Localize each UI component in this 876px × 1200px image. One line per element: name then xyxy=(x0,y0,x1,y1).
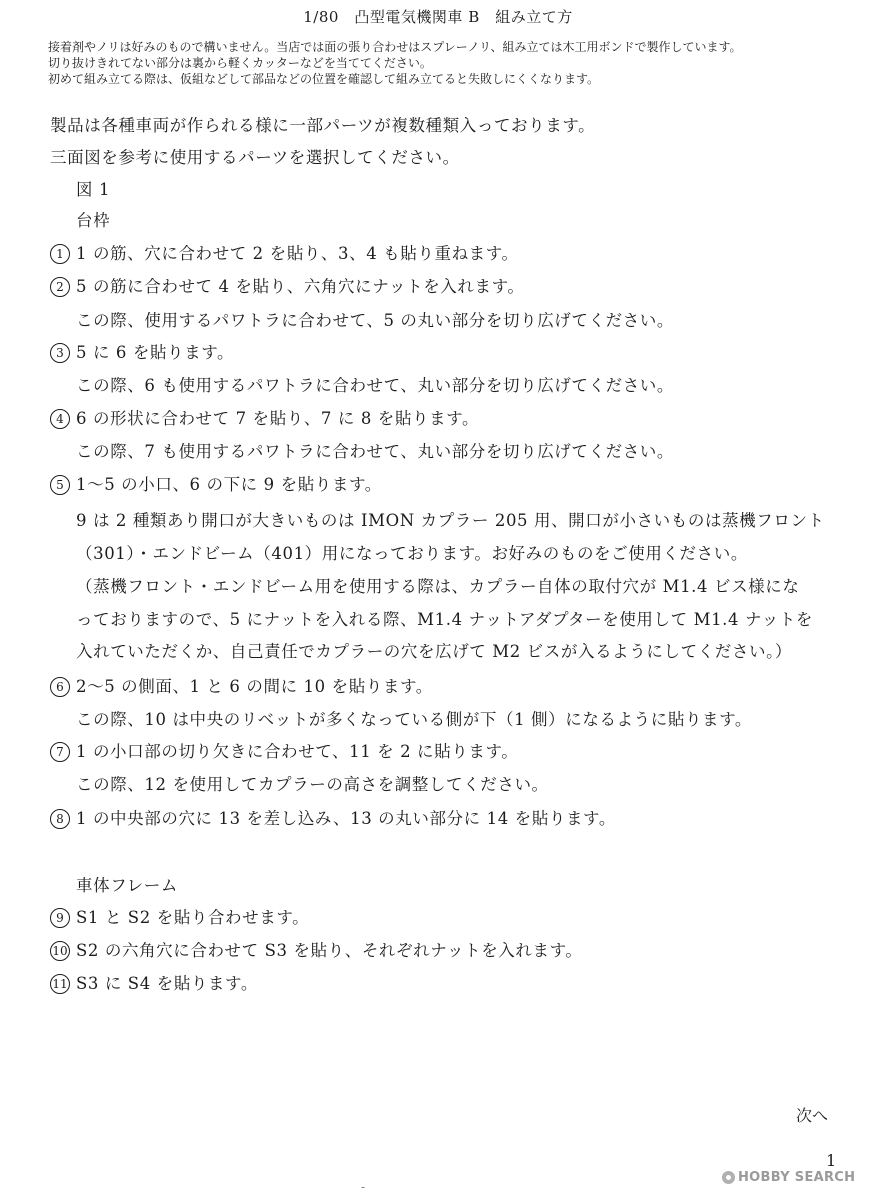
step-text: 1 の小口部の切り欠きに合わせて、11 を 2 に貼ります。 xyxy=(76,742,519,761)
step-item xyxy=(50,240,519,264)
step-item xyxy=(50,471,382,495)
step-subtext: っておりますので、5 にナットを入れる際、M1.4 ナットアダプターを使用して M1.4 ナットを xyxy=(76,610,814,629)
watermark-logo-icon xyxy=(722,1171,735,1184)
step-number: 4 xyxy=(50,409,70,429)
step-number: 5 xyxy=(50,475,70,495)
step-subtext: この際、7 も使用するパワトラに合わせて、丸い部分を切り広げてください。 xyxy=(76,442,675,461)
page-title: 1/80 凸型電気機関車 B 組み立て方 xyxy=(303,8,573,26)
step-text: 5 に 6 を貼ります。 xyxy=(76,343,235,362)
note-line: 初めて組み立てる際は、仮組などして部品などの位置を確認して組み立てると失敗しにくくなります。 xyxy=(48,72,600,86)
intro-line: 三面図を参考に使用するパーツを選択してください。 xyxy=(50,148,460,167)
figure-label: 図 1 xyxy=(76,180,111,199)
watermark xyxy=(722,1170,855,1185)
note-line: 切り抜けきれてない部分は裏から軽くカッターなどを当ててください。 xyxy=(48,56,432,70)
step-text: 6 の形状に合わせて 7 を貼り、7 に 8 を貼ります。 xyxy=(76,409,480,428)
footer-dash: - xyxy=(361,1180,366,1194)
step-item xyxy=(50,339,234,363)
step-text: S2 の六角穴に合わせて S3 を貼り、それぞれナットを入れます。 xyxy=(76,941,583,960)
step-item xyxy=(50,970,258,994)
step-number: 10 xyxy=(50,941,70,961)
step-subtext: （蒸機フロント・エンドビーム用を使用する際は、カプラー自体の取付穴が M1.4 ビス様にな xyxy=(76,577,800,596)
step-subtext: この際、12 を使用してカプラーの高さを調整してください。 xyxy=(76,775,549,794)
step-number: 8 xyxy=(50,809,70,829)
step-text: S1 と S2 を貼り合わせます。 xyxy=(76,908,310,927)
step-text: 5 の筋に合わせて 4 を貼り、六角穴にナットを入れます。 xyxy=(76,277,525,296)
step-text: 1〜5 の小口、6 の下に 9 を貼ります。 xyxy=(76,475,382,494)
step-item xyxy=(50,904,309,928)
step-text: S3 に S4 を貼ります。 xyxy=(76,974,258,993)
step-number: 6 xyxy=(50,677,70,697)
next-page-label: 次へ xyxy=(795,1106,828,1125)
step-number: 11 xyxy=(50,974,70,994)
step-subtext: この際、使用するパワトラに合わせて、5 の丸い部分を切り広げてください。 xyxy=(76,311,675,330)
step-item xyxy=(50,738,518,762)
step-number: 7 xyxy=(50,742,70,762)
step-item xyxy=(50,805,616,829)
step-item xyxy=(50,405,479,429)
step-item xyxy=(50,937,583,961)
section-heading-body-frame: 車体フレーム xyxy=(76,876,178,895)
section-heading-frame: 台枠 xyxy=(76,211,111,230)
step-item xyxy=(50,273,524,297)
step-number: 1 xyxy=(50,244,70,264)
step-subtext: この際、6 も使用するパワトラに合わせて、丸い部分を切り広げてください。 xyxy=(76,376,675,395)
intro-line: 製品は各種車両が作られる様に一部パーツが複数種類入っております。 xyxy=(50,116,596,135)
step-subtext: 入れていただくか、自己責任でカプラーの穴を広げて M2 ビスが入るようにしてください。） xyxy=(76,642,793,661)
step-text: 1 の筋、穴に合わせて 2 を貼り、3、4 も貼り重ねます。 xyxy=(76,244,519,263)
step-item xyxy=(50,673,433,697)
note-line: 接着剤やノリは好みのもので構いません。当店では面の張り合わせはスプレーノリ、組み立ては木工用ボンドで製作しています。 xyxy=(48,40,742,54)
step-number: 9 xyxy=(50,908,70,928)
watermark-text: HOBBY SEARCH xyxy=(738,1170,856,1185)
step-number: 2 xyxy=(50,277,70,297)
page-number: 1 xyxy=(826,1151,837,1170)
step-text: 2〜5 の側面、1 と 6 の間に 10 を貼ります。 xyxy=(76,677,433,696)
step-subtext: 9 は 2 種類あり開口が大きいものは IMON カプラー 205 用、開口が小さいものは蒸機フロント xyxy=(76,511,825,530)
step-subtext: （301）・エンドビーム（401）用になっております。お好みのものをご使用ください。 xyxy=(76,544,748,563)
step-subtext: この際、10 は中央のリベットが多くなっている側が下（1 側）になるように貼ります。 xyxy=(76,710,753,729)
step-number: 3 xyxy=(50,343,70,363)
step-text: 1 の中央部の穴に 13 を差し込み、13 の丸い部分に 14 を貼ります。 xyxy=(76,809,616,828)
